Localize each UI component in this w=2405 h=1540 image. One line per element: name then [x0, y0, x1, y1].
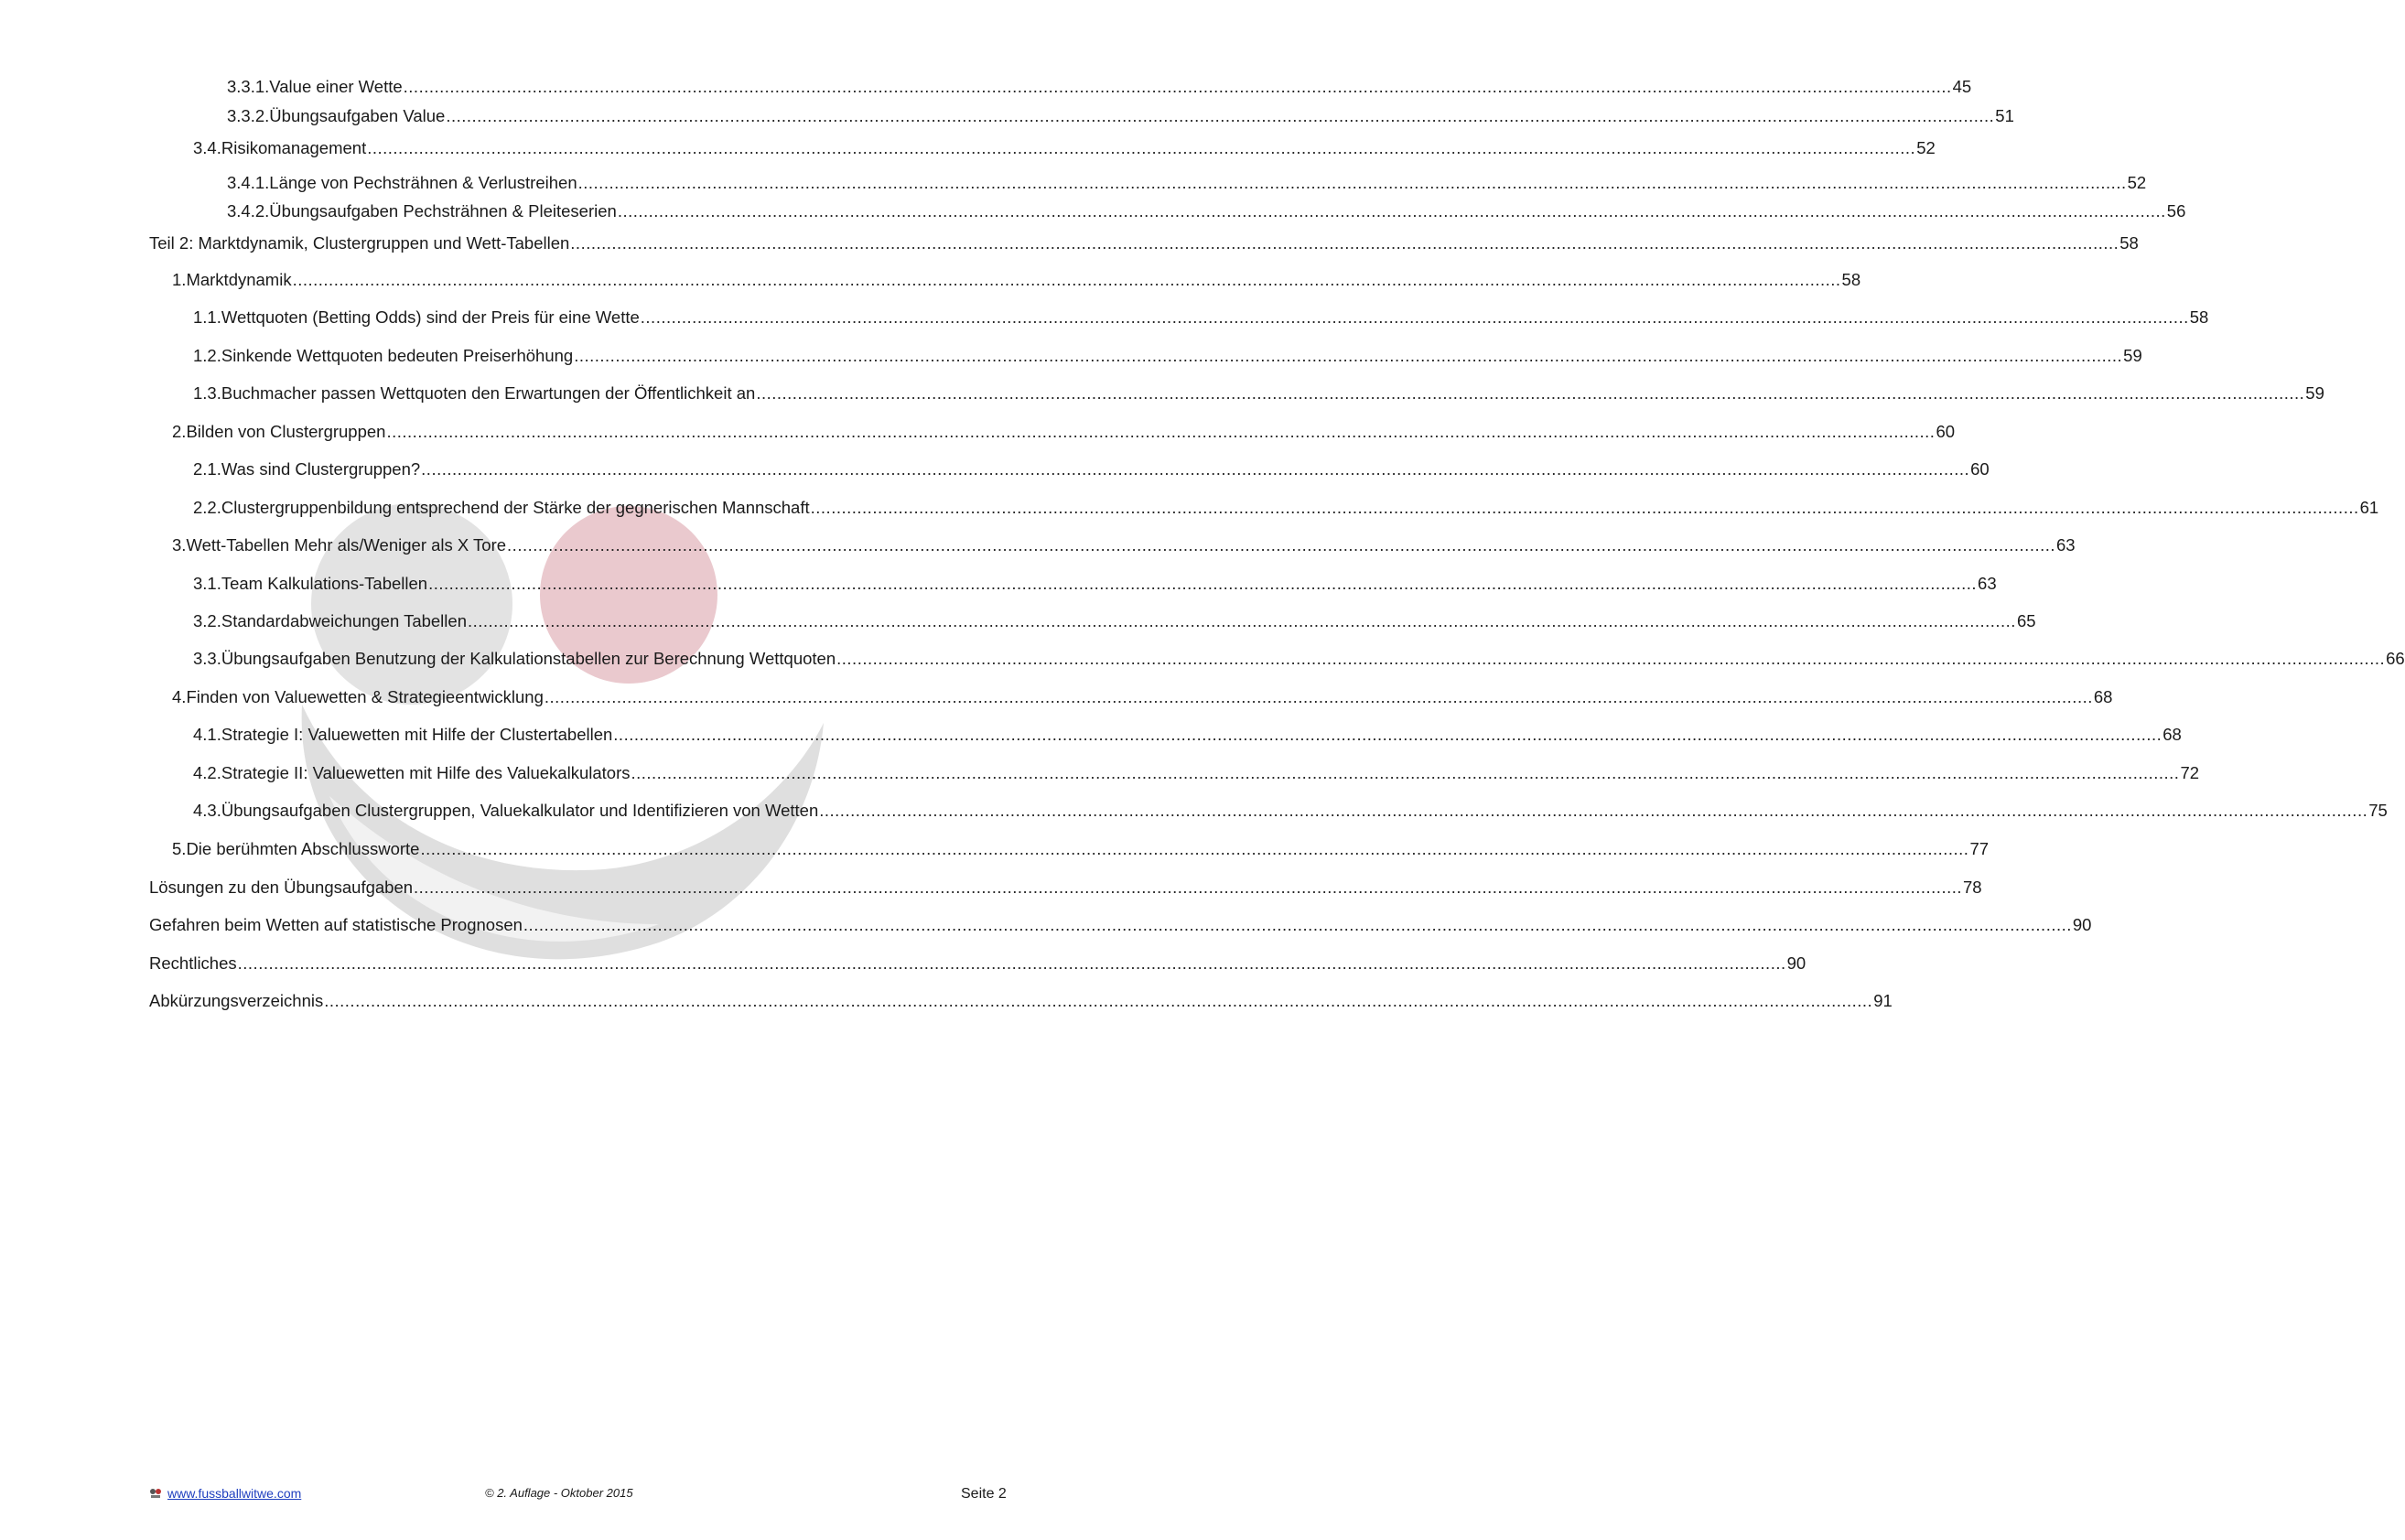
toc-entry-title: Buchmacher passen Wettquoten den Erwartungen der Öffentlichkeit an: [221, 383, 756, 403]
toc-entry-number: 2.2.: [193, 498, 221, 517]
toc-entry-number: 1.3.: [193, 383, 221, 403]
toc-entry-page: 58: [1841, 270, 1861, 289]
toc-entry[interactable]: [227, 104, 2014, 128]
toc-entry[interactable]: [149, 989, 1893, 1013]
toc-entry-page: 63: [2056, 535, 2076, 555]
toc-entry-page: 52: [2127, 173, 2147, 192]
toc-leader-dots: ............................................................................................................................................................................................................................................................................................................: [613, 725, 2162, 744]
toc-entry-number: 3.3.1.: [227, 77, 270, 96]
toc-entry-page: 52: [1916, 138, 1936, 157]
toc-entry-page: 65: [2016, 611, 2036, 630]
website-link[interactable]: www.fussballwitwe.com: [167, 1486, 302, 1501]
toc-leader-dots: ............................................................................................................................................................................................................................................................................................................: [836, 649, 2386, 668]
toc-entry-number: 3.1.: [193, 574, 221, 593]
toc-entry-number: 4.3.: [193, 801, 221, 820]
toc-entry-title: Strategie II: Valuewetten mit Hilfe des Valuekalkulators: [221, 763, 631, 782]
toc-leader-dots: ............................................................................................................................................................................................................................................................................................................: [819, 801, 2368, 820]
toc-entry[interactable]: [193, 496, 2379, 520]
toc-leader-dots: ............................................................................................................................................................................................................................................................................................................: [544, 687, 2093, 706]
toc-entry-number: 4.2.: [193, 763, 221, 782]
toc-entry[interactable]: [172, 837, 1990, 861]
toc-entry-number: 3.4.1.: [227, 173, 270, 192]
toc-leader-dots: ............................................................................................................................................................................................................................................................................................................: [507, 535, 2056, 555]
toc-entry[interactable]: [193, 306, 2209, 329]
footer-website: [149, 1486, 301, 1501]
toc-entry[interactable]: [193, 458, 1990, 481]
toc-entry-page: 58: [2119, 233, 2139, 253]
toc-leader-dots: ............................................................................................................................................................................................................................................................................................................: [421, 459, 1970, 479]
toc-entry[interactable]: [149, 232, 2139, 255]
toc-entry[interactable]: [193, 761, 2200, 785]
toc-entry[interactable]: [193, 723, 2182, 747]
toc-entry-page: 77: [1969, 839, 1990, 858]
toc-leader-dots: ............................................................................................................................................................................................................................................................................................................: [570, 233, 2119, 253]
toc-entry-title: Abkürzungsverzeichnis: [149, 991, 324, 1010]
toc-entry-title: Rechtliches: [149, 953, 237, 973]
toc-entry-title: Lösungen zu den Übungsaufgaben: [149, 878, 414, 897]
toc-leader-dots: ............................................................................................................................................................................................................................................................................................................: [523, 915, 2072, 934]
toc-entry-title: Finden von Valuewetten & Strategieentwicklung: [186, 687, 544, 706]
toc-entry-number: 4.1.: [193, 725, 221, 744]
toc-entry-page: 59: [2305, 383, 2324, 403]
toc-leader-dots: ............................................................................................................................................................................................................................................................................................................: [403, 77, 1952, 96]
toc-entry-title: Teil 2: Marktdynamik, Clustergruppen und Wett-Tabellen: [149, 233, 570, 253]
toc-entry-page: 68: [2162, 725, 2182, 744]
toc-leader-dots: ............................................................................................................................................................................................................................................................................................................: [367, 138, 1916, 157]
page-number: Seite 2: [961, 1486, 1007, 1502]
toc-entry[interactable]: [149, 913, 2092, 937]
toc-entry[interactable]: [227, 171, 2147, 195]
toc-entry[interactable]: [193, 382, 2324, 405]
toc-entry-page: 58: [2189, 307, 2209, 327]
toc-entry-page: 61: [2359, 498, 2379, 517]
toc-leader-dots: ............................................................................................................................................................................................................................................................................................................: [428, 574, 1978, 593]
toc-leader-dots: ............................................................................................................................................................................................................................................................................................................: [446, 106, 1995, 125]
toc-leader-dots: ............................................................................................................................................................................................................................................................................................................: [574, 346, 2123, 365]
toc-entry[interactable]: [193, 799, 2388, 823]
toc-entry[interactable]: [193, 572, 1997, 596]
toc-leader-dots: ............................................................................................................................................................................................................................................................................................................: [577, 173, 2127, 192]
toc-leader-dots: ............................................................................................................................................................................................................................................................................................................: [810, 498, 2359, 517]
toc-entry-title: Sinkende Wettquoten bedeuten Preiserhöhung: [221, 346, 574, 365]
toc-entry-title: Risikomanagement: [221, 138, 367, 157]
toc-entry-title: Value einer Wette: [269, 77, 403, 96]
toc-entry-page: 78: [1963, 878, 1982, 897]
toc-entry[interactable]: [149, 952, 1806, 975]
toc-entry[interactable]: [172, 685, 2113, 709]
toc-entry[interactable]: [193, 344, 2142, 368]
toc-entry-page: 75: [2368, 801, 2388, 820]
toc-leader-dots: ............................................................................................................................................................................................................................................................................................................: [640, 307, 2189, 327]
toc-entry-page: 59: [2123, 346, 2142, 365]
toc-entry-title: Wett-Tabellen Mehr als/Weniger als X Tore: [186, 535, 507, 555]
toc-entry[interactable]: [172, 533, 2076, 557]
toc-entry-number: 1.1.: [193, 307, 221, 327]
toc-entry-title: Clustergruppenbildung entsprechend der Stärke der gegnerischen Mannschaft: [221, 498, 810, 517]
toc-entry-number: 5.: [172, 839, 187, 858]
toc-entry-title: Was sind Clustergruppen?: [221, 459, 421, 479]
toc-leader-dots: ............................................................................................................................................................................................................................................................................................................: [386, 422, 1936, 441]
toc-leader-dots: ............................................................................................................................................................................................................................................................................................................: [631, 763, 2180, 782]
toc-entry[interactable]: [149, 876, 1982, 899]
toc-leader-dots: ............................................................................................................................................................................................................................................................................................................: [617, 201, 2166, 221]
toc-leader-dots: ............................................................................................................................................................................................................................................................................................................: [420, 839, 1969, 858]
toc-entry-number: 3.4.2.: [227, 201, 270, 221]
footer-edition: © 2. Auflage - Oktober 2015: [485, 1486, 633, 1500]
toc-entry[interactable]: [172, 268, 1861, 292]
toc-entry-number: 3.3.: [193, 649, 221, 668]
toc-entry-title: Bilden von Clustergruppen: [186, 422, 386, 441]
toc-entry-number: 1.: [172, 270, 187, 289]
toc-entry-page: 63: [1978, 574, 1997, 593]
toc-entry-page: 90: [2072, 915, 2092, 934]
toc-leader-dots: ............................................................................................................................................................................................................................................................................................................: [324, 991, 1873, 1010]
toc-entry-title: Team Kalkulations-Tabellen: [221, 574, 428, 593]
toc-entry-title: Länge von Pechsträhnen & Verlustreihen: [269, 173, 577, 192]
toc-entry-page: 45: [1952, 77, 1972, 96]
toc-entry-number: 3.: [172, 535, 187, 555]
toc-entry[interactable]: [227, 199, 2186, 223]
toc-entry[interactable]: [193, 609, 2036, 633]
toc-entry-page: 60: [1936, 422, 1956, 441]
toc-entry-title: Wettquoten (Betting Odds) sind der Preis für eine Wette: [221, 307, 640, 327]
toc-entry-number: 3.3.2.: [227, 106, 270, 125]
toc-entry-page: 90: [1786, 953, 1806, 973]
toc-entry-number: 3.2.: [193, 611, 221, 630]
toc-entry-page: 68: [2093, 687, 2113, 706]
toc-entry-number: 1.2.: [193, 346, 221, 365]
toc-entry-page: 72: [2180, 763, 2200, 782]
toc-entry-title: Übungsaufgaben Pechsträhnen & Pleiteserien: [269, 201, 617, 221]
toc-entry[interactable]: [193, 136, 1936, 160]
toc-entry[interactable]: [172, 420, 1956, 444]
toc-entry-number: 4.: [172, 687, 187, 706]
toc-leader-dots: ............................................................................................................................................................................................................................................................................................................: [756, 383, 2305, 403]
toc-entry-title: Gefahren beim Wetten auf statistische Prognosen: [149, 915, 523, 934]
toc-leader-dots: ............................................................................................................................................................................................................................................................................................................: [292, 270, 1841, 289]
toc-entry-page: 91: [1873, 991, 1893, 1010]
toc-entry-title: Übungsaufgaben Benutzung der Kalkulationstabellen zur Berechnung Wettquoten: [221, 649, 836, 668]
toc-entry-number: 2.1.: [193, 459, 221, 479]
toc-entry-title: Übungsaufgaben Value: [269, 106, 446, 125]
toc-entry-number: 3.4.: [193, 138, 221, 157]
toc-entry-page: 56: [2166, 201, 2186, 221]
logo-icon: [149, 1488, 162, 1499]
toc-leader-dots: ............................................................................................................................................................................................................................................................................................................: [237, 953, 1786, 973]
toc-leader-dots: ............................................................................................................................................................................................................................................................................................................: [467, 611, 2016, 630]
toc-entry[interactable]: [227, 75, 1972, 99]
toc-entry-page: 66: [2386, 649, 2405, 668]
toc-entry-page: 51: [1995, 106, 2014, 125]
toc-entry[interactable]: [193, 647, 2405, 671]
toc-entry-number: 2.: [172, 422, 187, 441]
toc-leader-dots: ............................................................................................................................................................................................................................................................................................................: [414, 878, 1962, 897]
toc-entry-title: Die berühmten Abschlussworte: [186, 839, 420, 858]
toc-entry-title: Übungsaufgaben Clustergruppen, Valuekalkulator und Identifizieren von Wetten: [221, 801, 819, 820]
toc-entry-title: Standardabweichungen Tabellen: [221, 611, 467, 630]
toc-entry-title: Marktdynamik: [186, 270, 292, 289]
toc-entry-title: Strategie I: Valuewetten mit Hilfe der Clustertabellen: [221, 725, 613, 744]
toc-entry-page: 60: [1970, 459, 1990, 479]
